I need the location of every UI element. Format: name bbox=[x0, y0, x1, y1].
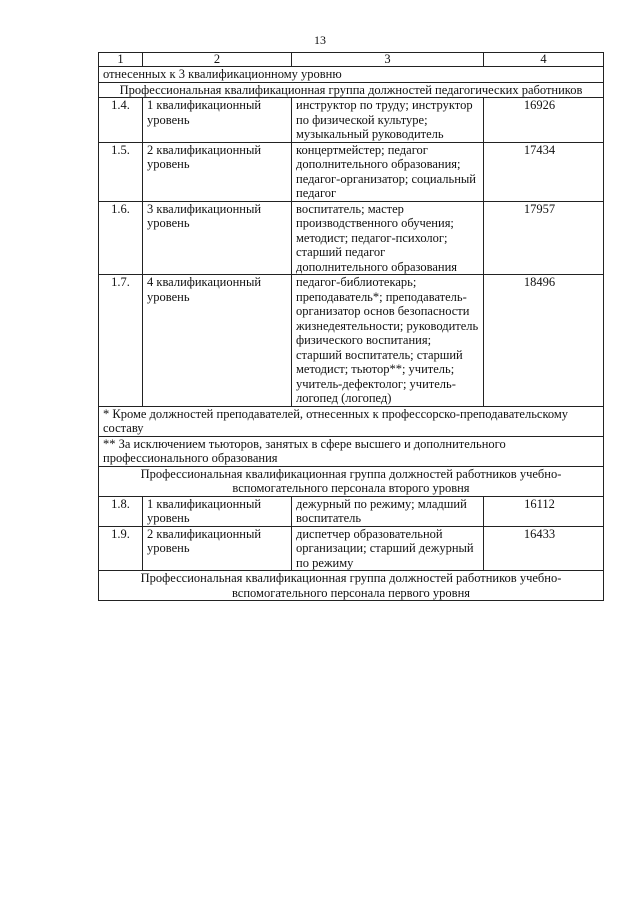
column-number: 2 bbox=[143, 53, 292, 67]
positions-cell: концертмейстер; педагог дополнительного образования; педагог-организатор; социальный педагог bbox=[292, 142, 484, 201]
column-number: 1 bbox=[99, 53, 143, 67]
note-row bbox=[99, 436, 604, 466]
note-cell: ** За исключением тьюторов, занятых в сфере высшего и дополнительного профессионального образования bbox=[99, 436, 604, 466]
group-header-cell: Профессиональная квалификационная группа должностей педагогических работников bbox=[99, 82, 604, 98]
positions-cell: дежурный по режиму; младший воспитатель bbox=[292, 496, 484, 526]
note-cell: отнесенных к 3 квалификационному уровню bbox=[99, 67, 604, 83]
salary-cell: 17434 bbox=[484, 142, 604, 201]
row-number-cell: 1.7. bbox=[99, 275, 143, 407]
note-row bbox=[99, 406, 604, 436]
qualification-level-cell: 2 квалификационный уровень bbox=[143, 142, 292, 201]
positions-cell: диспетчер образовательной организации; старший дежурный по режиму bbox=[292, 526, 484, 571]
qualification-level-cell: 1 квалификационный уровень bbox=[143, 496, 292, 526]
group-header-row bbox=[99, 571, 604, 601]
row-number-cell: 1.4. bbox=[99, 98, 143, 143]
qualification-level-cell: 3 квалификационный уровень bbox=[143, 201, 292, 275]
group-header-row bbox=[99, 466, 604, 496]
salary-cell: 16926 bbox=[484, 98, 604, 143]
salary-cell: 16112 bbox=[484, 496, 604, 526]
page-number: 13 bbox=[314, 33, 326, 47]
row-number-cell: 1.5. bbox=[99, 142, 143, 201]
group-header-cell: Профессиональная квалификационная группа должностей работников учебно-вспомогательного персонала второго уровня bbox=[99, 466, 604, 496]
row-number-cell: 1.6. bbox=[99, 201, 143, 275]
salary-table-body bbox=[99, 53, 604, 601]
positions-cell: воспитатель; мастер производственного обучения; методист; педагог-психолог; старший педагог дополнительного образования bbox=[292, 201, 484, 275]
table-row bbox=[99, 275, 604, 407]
column-number: 4 bbox=[484, 53, 604, 67]
salary-cell: 16433 bbox=[484, 526, 604, 571]
table-row bbox=[99, 201, 604, 275]
group-header-row bbox=[99, 82, 604, 98]
row-number-cell: 1.8. bbox=[99, 496, 143, 526]
note-cell: * Кроме должностей преподавателей, отнесенных к профессорско-преподавательскому составу bbox=[99, 406, 604, 436]
salary-cell: 17957 bbox=[484, 201, 604, 275]
qualification-level-cell: 4 квалификационный уровень bbox=[143, 275, 292, 407]
salary-table bbox=[98, 52, 604, 601]
qualification-level-cell: 2 квалификационный уровень bbox=[143, 526, 292, 571]
note-row bbox=[99, 67, 604, 83]
table-row bbox=[99, 142, 604, 201]
table-row bbox=[99, 526, 604, 571]
row-number-cell: 1.9. bbox=[99, 526, 143, 571]
group-header-cell: Профессиональная квалификационная группа должностей работников учебно-вспомогательного персонала первого уровня bbox=[99, 571, 604, 601]
column-number-row bbox=[99, 53, 604, 67]
table-row bbox=[99, 496, 604, 526]
qualification-level-cell: 1 квалификационный уровень bbox=[143, 98, 292, 143]
salary-cell: 18496 bbox=[484, 275, 604, 407]
column-number: 3 bbox=[292, 53, 484, 67]
table-row bbox=[99, 98, 604, 143]
positions-cell: педагог-библиотекарь; преподаватель*; преподаватель-организатор основ безопасности жизнедеятельности; руководитель физического воспитания; старший воспитатель; старший методист; тьютор**; учитель; учитель-дефектолог; учитель-логопед (логопед) bbox=[292, 275, 484, 407]
positions-cell: инструктор по труду; инструктор по физической культуре; музыкальный руководитель bbox=[292, 98, 484, 143]
